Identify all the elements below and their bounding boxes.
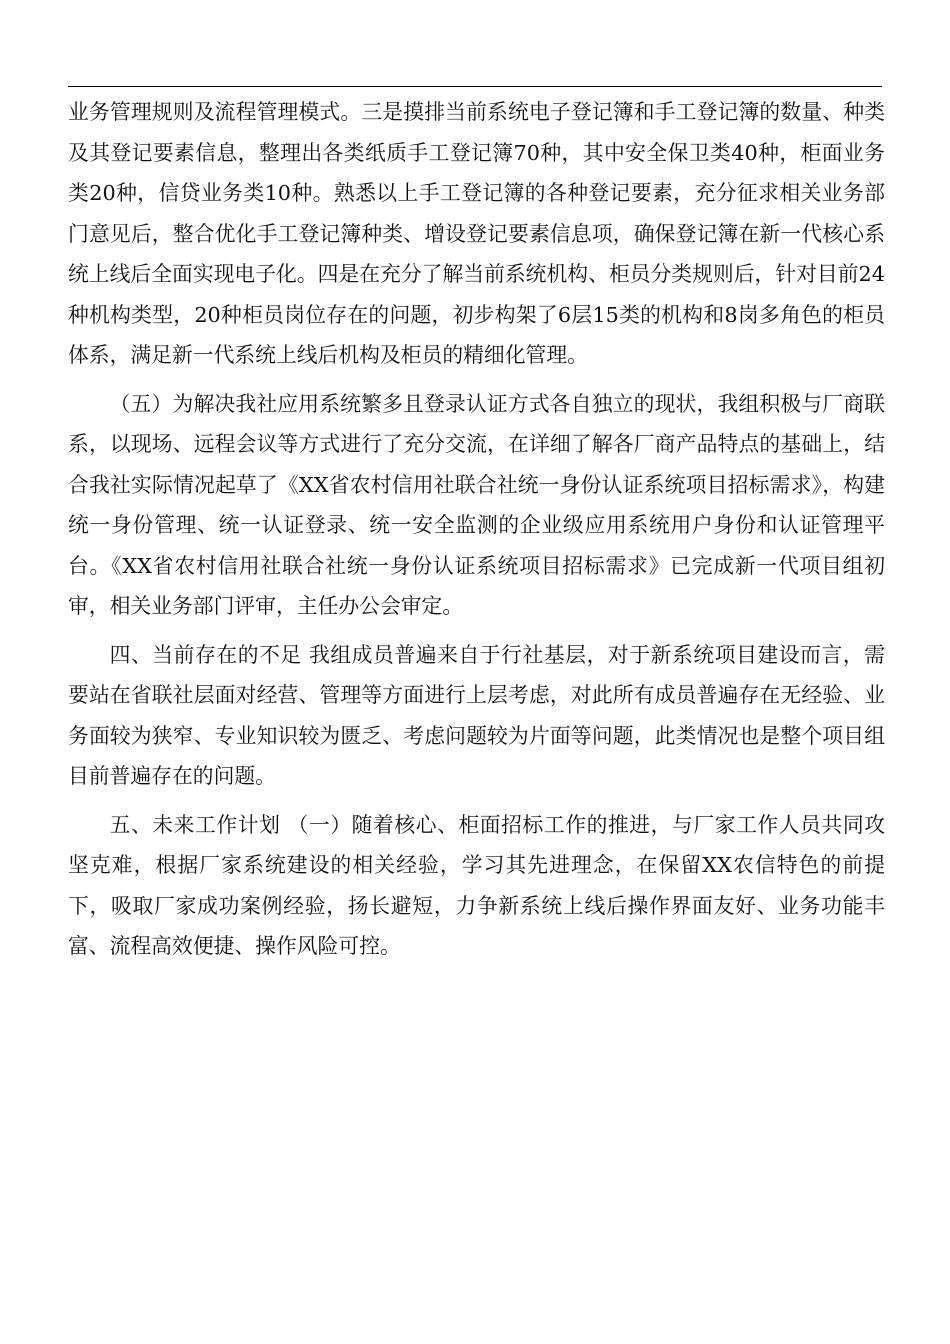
header-rule: [68, 86, 882, 87]
paragraph-shortcomings: 四、当前存在的不足 我组成员普遍来自于行社基层，对于新系统项目建设而言，需要站在省联社层面对经营、管理等方面进行上层考虑，对此所有成员普遍存在无经验、业务面较为狭窄、专业知识较为匮乏、考虑问题较为片面等问题，此类情况也是整个项目组目前普遍存在的问题。: [68, 642, 885, 788]
paragraph-future-plan: 五、未来工作计划 （一）随着核心、柜面招标工作的推进，与厂家工作人员共同攻坚克难，根据厂家系统建设的相关经验，学习其先进理念，在保留XX农信特色的前提下，吸取厂家成功案例经验，扬长避短，力争新系统上线后操作界面友好、业务功能丰富、流程高效便捷、操作风险可控。: [68, 812, 885, 958]
paragraph-section-five: （五）为解决我社应用系统繁多且登录认证方式各自独立的现状，我组积极与厂商联系，以现场、远程会议等方式进行了充分交流，在详细了解各厂商产品特点的基础上，结合我社实际情况起草了《XX省农村信用社联合社统一身份认证系统项目招标需求》，构建统一身份管理、统一认证登录、统一安全监测的企业级应用系统用户身份和认证管理平台。《XX省农村信用社联合社统一身份认证系统项目招标需求》已完成新一代项目组初审，相关业务部门评审，主任办公会审定。: [68, 391, 885, 618]
paragraph-continuation: 业务管理规则及流程管理模式。三是摸排当前系统电子登记簿和手工登记簿的数量、种类及其登记要素信息，整理出各类纸质手工登记簿70种，其中安全保卫类40种，柜面业务类20种，信贷业务类10种。熟悉以上手工登记簿的各种登记要素，充分征求相关业务部门意见后，整合优化手工登记簿种类、增设登记要素信息项，确保登记簿在新一代核心系统上线后全面实现电子化。四是在充分了解当前系统机构、柜员分类规则后，针对目前24种机构类型，20种柜员岗位存在的问题，初步构架了6层15类的机构和8岗多角色的柜员体系，满足新一代系统上线后机构及柜员的精细化管理。: [68, 100, 885, 367]
document-body: [68, 92, 885, 967]
